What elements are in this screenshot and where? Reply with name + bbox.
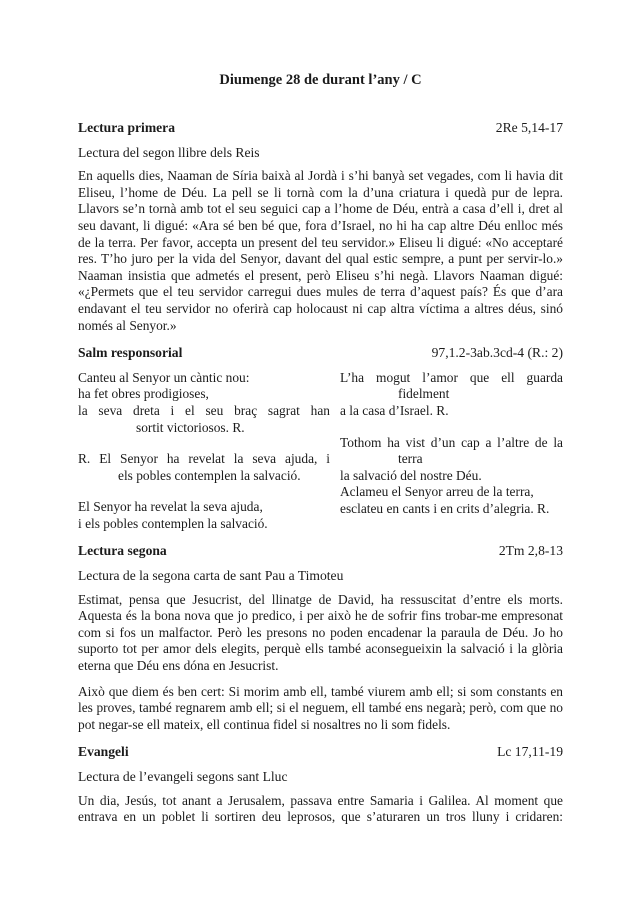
psalm-line: Canteu al Senyor un càntic nou: bbox=[78, 369, 250, 385]
page-title: Diumenge 28 de durant l’any / C bbox=[219, 72, 422, 88]
second-reading-reference: 2Tm 2,8-13 bbox=[498, 543, 563, 559]
psalm-line: terra bbox=[398, 451, 423, 467]
psalm-line: El Senyor ha revelat la seva ajuda, bbox=[78, 499, 263, 515]
psalm-line: Tothom ha vist d’un cap a l’altre de la bbox=[340, 434, 563, 450]
psalm-column-right bbox=[340, 370, 563, 533]
first-reading-heading-row bbox=[78, 120, 563, 137]
psalm-line: fidelment bbox=[398, 386, 450, 402]
second-reading-body-1: Estimat, pensa que Jesucrist, del llinatge de David, ha ressuscitat d’entre els morts. Aquesta és la bona nova que jo predico, i per això he de sofrir fins trobar-me empresonat com si fos un malfactor. Però les presons no poden encadenar la paraula de Déu. Jo ho suporto tot per amor dels elegits, perquè ells també aconsegueixin la salvació i la glòria eterna que Déu ens dóna en Jesucrist. bbox=[78, 591, 563, 674]
psalm-heading: Salm responsorial bbox=[78, 345, 183, 361]
psalm-stanza bbox=[340, 370, 563, 420]
psalm-line: Aclameu el Senyor arreu de la terra, bbox=[340, 484, 534, 500]
psalm-stanza bbox=[340, 435, 563, 518]
psalm-line: i els pobles contemplen la salvació. bbox=[78, 515, 268, 531]
second-reading-heading: Lectura segona bbox=[78, 543, 167, 559]
psalm-line: la seva dreta i el seu braç sagrat han bbox=[78, 402, 330, 418]
psalm-stanza bbox=[78, 451, 330, 484]
gospel-heading-row bbox=[78, 744, 563, 761]
second-reading-heading-row bbox=[78, 543, 563, 560]
section-psalm bbox=[78, 345, 563, 532]
section-second-reading bbox=[78, 543, 563, 733]
psalm-heading-row bbox=[78, 345, 563, 362]
psalm-line: ha fet obres prodigioses, bbox=[78, 386, 209, 402]
psalm-line: sortit victoriosos. R. bbox=[136, 419, 245, 435]
psalm-column-left bbox=[78, 370, 330, 533]
first-reading-reference: 2Re 5,14-17 bbox=[495, 120, 563, 135]
psalm-line: a la casa d’Israel. R. bbox=[340, 402, 449, 418]
psalm-stanza bbox=[78, 499, 330, 532]
first-reading-body: En aquells dies, Naaman de Síria baixà al Jordà i s’hi banyà set vegades, com li havia dit Eliseu, l’home de Déu. La pell se li tornà com la d’una criatura i quedà pur de lepra. Llavors se’n tornà amb tot el seu seguici cap a l’home de Déu, entrà a casa d’ell i, dret al seu davant, li digué: «Ara sé ben bé que, fora d’Israel, no hi ha cap altre Déu enlloc més de la terra. Per favor, accepta un present del teu servidor.» Eliseu li digué: «No acceptaré res. T’ho juro per la vida del Senyor, davant del qual estic sempre, a punt per servir-lo.» Naaman insistia que admetés el present, però Eliseu s’hi negà. Llavors Naaman digué: «¿Permets que el teu servidor carregui dues mules de terra d’aquest país? És que d’ara endavant el teu servidor no oferirà cap holocaust ni cap altra víctima a altres déus, sinó només al Senyor.» bbox=[78, 168, 563, 333]
second-reading-source: Lectura de la segona carta de sant Pau a Timoteu bbox=[78, 568, 344, 584]
gospel-source: Lectura de l’evangeli segons sant Lluc bbox=[78, 769, 288, 784]
psalm-stanza bbox=[78, 370, 330, 436]
gospel-reference: Lc 17,11-19 bbox=[497, 744, 563, 760]
psalm-line: esclateu en cants i en crits d’alegria. R. bbox=[340, 500, 550, 516]
psalm-line: L’ha mogut l’amor que ell guarda bbox=[340, 369, 563, 385]
psalm-line: la salvació del nostre Déu. bbox=[340, 467, 482, 483]
first-reading-source: Lectura del segon llibre dels Reis bbox=[78, 144, 260, 160]
first-reading-heading: Lectura primera bbox=[78, 120, 176, 135]
section-first-reading bbox=[78, 120, 563, 334]
psalm-reference: 97,1.2-3ab.3cd-4 (R.: 2) bbox=[431, 345, 563, 361]
psalm-line: els pobles contemplen la salvació. bbox=[118, 467, 301, 483]
gospel-body: Un dia, Jesús, tot anant a Jerusalem, passava entre Samaria i Galilea. Al moment que entrava en un poblet li sortiren deu leprosos, que s’aturaren un tros lluny i cridaren: bbox=[78, 792, 563, 825]
gospel-heading: Evangeli bbox=[78, 744, 129, 760]
psalm-line: R. El Senyor ha revelat la seva ajuda, i bbox=[78, 451, 330, 467]
section-gospel bbox=[78, 744, 563, 825]
second-reading-body-2: Això que diem és ben cert: Si morim amb ell, també viurem amb ell; si som constants en les proves, també regnarem amb ell; si el neguem, ell també ens negarà; però, com que no pot negar-se ell mateix, ell continua fidel si nosaltres no li som fidels. bbox=[78, 683, 563, 732]
psalm-columns bbox=[78, 370, 563, 533]
